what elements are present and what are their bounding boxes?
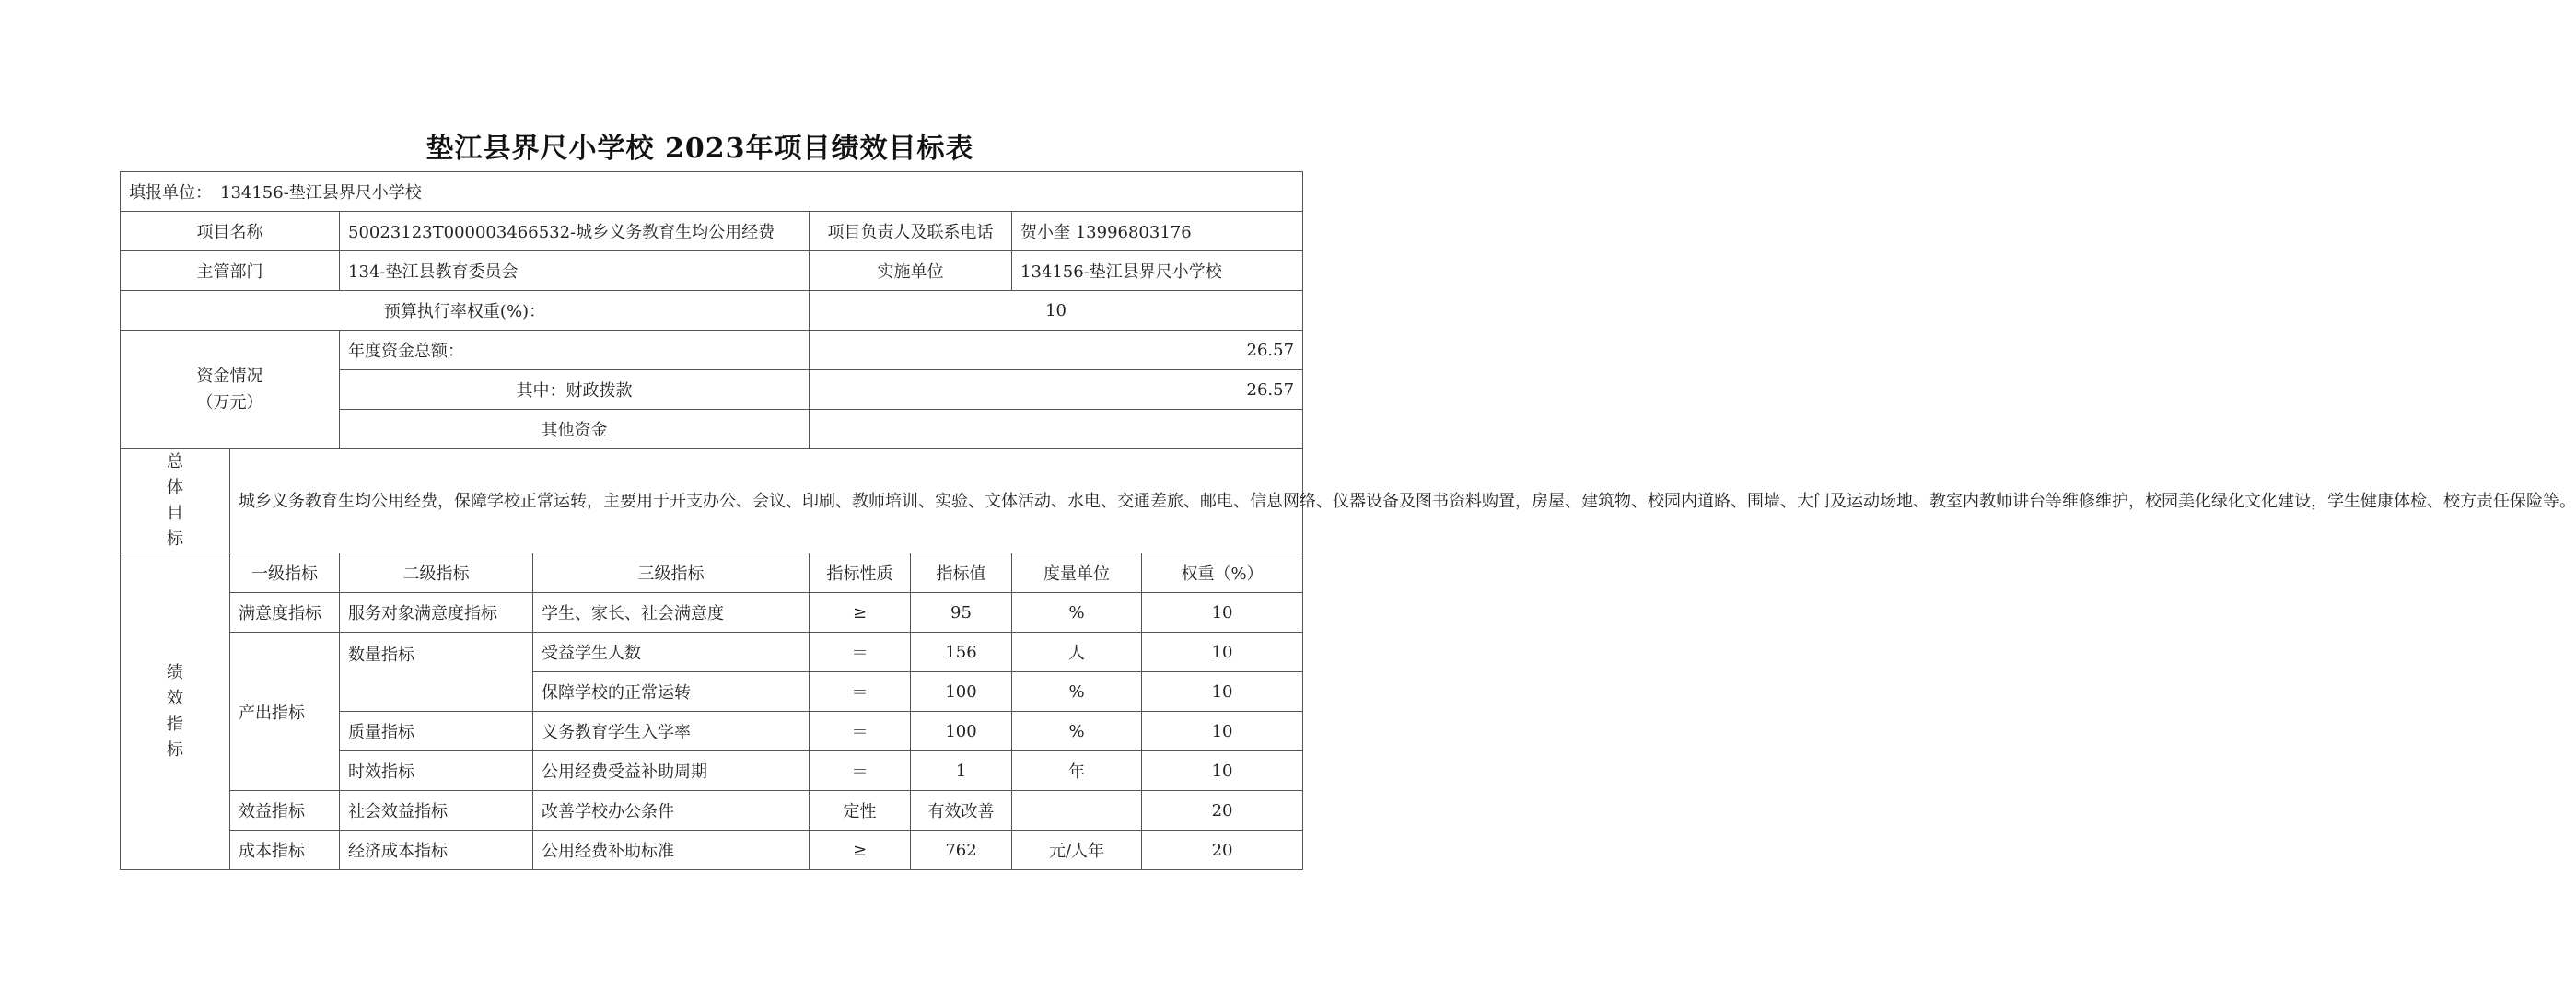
overall-goal-row <box>121 449 1303 553</box>
row-level3: 保障学校的正常运转 <box>533 672 810 712</box>
indicator-header-row <box>121 553 1303 593</box>
filing-unit-row <box>121 172 1303 212</box>
funds-total-value: 26.57 <box>810 331 1303 370</box>
row-weight: 10 <box>1142 593 1303 633</box>
budget-weight-value: 10 <box>810 291 1303 331</box>
row-level2: 数量指标 <box>340 633 533 712</box>
funds-other-value <box>810 410 1303 449</box>
row-nature: 定性 <box>810 791 911 831</box>
table-row <box>121 593 1303 633</box>
overall-goal-char: 总 <box>167 452 183 471</box>
row-value: 100 <box>911 712 1012 751</box>
row-weight: 10 <box>1142 712 1303 751</box>
row-unit: % <box>1012 712 1142 751</box>
funds-label-line2: （万元） <box>196 393 263 413</box>
funds-other-label: 其他资金 <box>340 410 810 449</box>
row-weight: 20 <box>1142 831 1303 870</box>
row-value: 100 <box>911 672 1012 712</box>
row-unit: % <box>1012 672 1142 712</box>
funds-fiscal-label: 其中：财政拨款 <box>340 370 810 410</box>
row-value: 156 <box>911 633 1012 672</box>
project-name-value: 50023123T000003466532-城乡义务教育生均公用经费 <box>340 212 810 251</box>
row-weight: 20 <box>1142 791 1303 831</box>
row-level1: 效益指标 <box>230 791 340 831</box>
project-name-row <box>121 212 1303 251</box>
row-weight: 10 <box>1142 633 1303 672</box>
row-weight: 10 <box>1142 751 1303 791</box>
filing-unit: 填报单位： 134156-垫江县界尺小学校 <box>121 172 1303 212</box>
row-unit: 人 <box>1012 633 1142 672</box>
implementing-unit-label: 实施单位 <box>810 251 1012 291</box>
table-row <box>121 831 1303 870</box>
row-unit: 元/人年 <box>1012 831 1142 870</box>
department-label: 主管部门 <box>121 251 340 291</box>
budget-weight-label: 预算执行率权重(%)： <box>121 291 810 331</box>
department-value: 134-垫江县教育委员会 <box>340 251 810 291</box>
header-value: 指标值 <box>911 553 1012 593</box>
header-level3: 三级指标 <box>533 553 810 593</box>
performance-target-table <box>120 171 2576 870</box>
row-level2: 时效指标 <box>340 751 533 791</box>
row-level1: 产出指标 <box>230 633 340 791</box>
funds-total-row <box>121 331 1303 370</box>
row-value: 762 <box>911 831 1012 870</box>
budget-weight-row <box>121 291 1303 331</box>
row-level2: 社会效益指标 <box>340 791 533 831</box>
funds-label <box>121 331 340 449</box>
row-level3: 公用经费受益补助周期 <box>533 751 810 791</box>
row-nature: ≥ <box>810 593 911 633</box>
row-level2: 质量指标 <box>340 712 533 751</box>
header-level1: 一级指标 <box>230 553 340 593</box>
overall-goal-char: 目 <box>167 504 183 523</box>
row-level3: 公用经费补助标准 <box>533 831 810 870</box>
overall-goal-char: 标 <box>167 529 183 549</box>
performance-indicator-label <box>121 553 230 870</box>
row-level1: 满意度指标 <box>230 593 340 633</box>
page-title: 垫江县界尺小学校 2023年项目绩效目标表 <box>425 133 974 165</box>
department-row <box>121 251 1303 291</box>
row-unit <box>1012 791 1142 831</box>
row-nature: ＝ <box>810 751 911 791</box>
funds-total-label: 年度资金总额： <box>340 331 810 370</box>
row-value: 95 <box>911 593 1012 633</box>
project-name-label: 项目名称 <box>121 212 340 251</box>
performance-label-char: 指 <box>167 714 183 734</box>
row-level3: 学生、家长、社会满意度 <box>533 593 810 633</box>
row-level3: 受益学生人数 <box>533 633 810 672</box>
row-unit: 年 <box>1012 751 1142 791</box>
overall-goal-label <box>121 449 230 553</box>
row-value: 有效改善 <box>911 791 1012 831</box>
performance-label-char: 绩 <box>167 662 183 682</box>
row-level3: 义务教育学生入学率 <box>533 712 810 751</box>
row-unit: % <box>1012 593 1142 633</box>
row-level1: 成本指标 <box>230 831 340 870</box>
row-level2: 服务对象满意度指标 <box>340 593 533 633</box>
funds-fiscal-value: 26.57 <box>810 370 1303 410</box>
project-contact-label: 项目负责人及联系电话 <box>810 212 1012 251</box>
header-nature: 指标性质 <box>810 553 911 593</box>
performance-label-char: 效 <box>167 688 183 708</box>
project-contact-value: 贺小奎 13996803176 <box>1012 212 1303 251</box>
header-level2: 二级指标 <box>340 553 533 593</box>
row-nature: ≥ <box>810 831 911 870</box>
implementing-unit-value: 134156-垫江县界尺小学校 <box>1012 251 1303 291</box>
row-value: 1 <box>911 751 1012 791</box>
performance-label-char: 标 <box>167 739 183 760</box>
table-row <box>121 633 1303 672</box>
row-weight: 10 <box>1142 672 1303 712</box>
row-nature: ＝ <box>810 633 911 672</box>
header-weight: 权重（%） <box>1142 553 1303 593</box>
row-level2: 经济成本指标 <box>340 831 533 870</box>
row-nature: ＝ <box>810 672 911 712</box>
row-level3: 改善学校办公条件 <box>533 791 810 831</box>
funds-label-line1: 资金情况 <box>196 367 263 386</box>
overall-goal-char: 体 <box>167 478 183 497</box>
overall-goal-text: 城乡义务教育生均公用经费，保障学校正常运转，主要用于开支办公、会议、印刷、教师培训、实验、文体活动、水电、交通差旅、邮电、信息网络、仪器设备及图书资料购置，房屋、建筑物、校园内道路、围墙、大门及运动场地、教室内教师讲台等维修维护，校园美化绿化文化建设，学生健康体检、校方责任保险等。 <box>230 449 1303 553</box>
table-row <box>121 791 1303 831</box>
row-nature: ＝ <box>810 712 911 751</box>
header-unit: 度量单位 <box>1012 553 1142 593</box>
